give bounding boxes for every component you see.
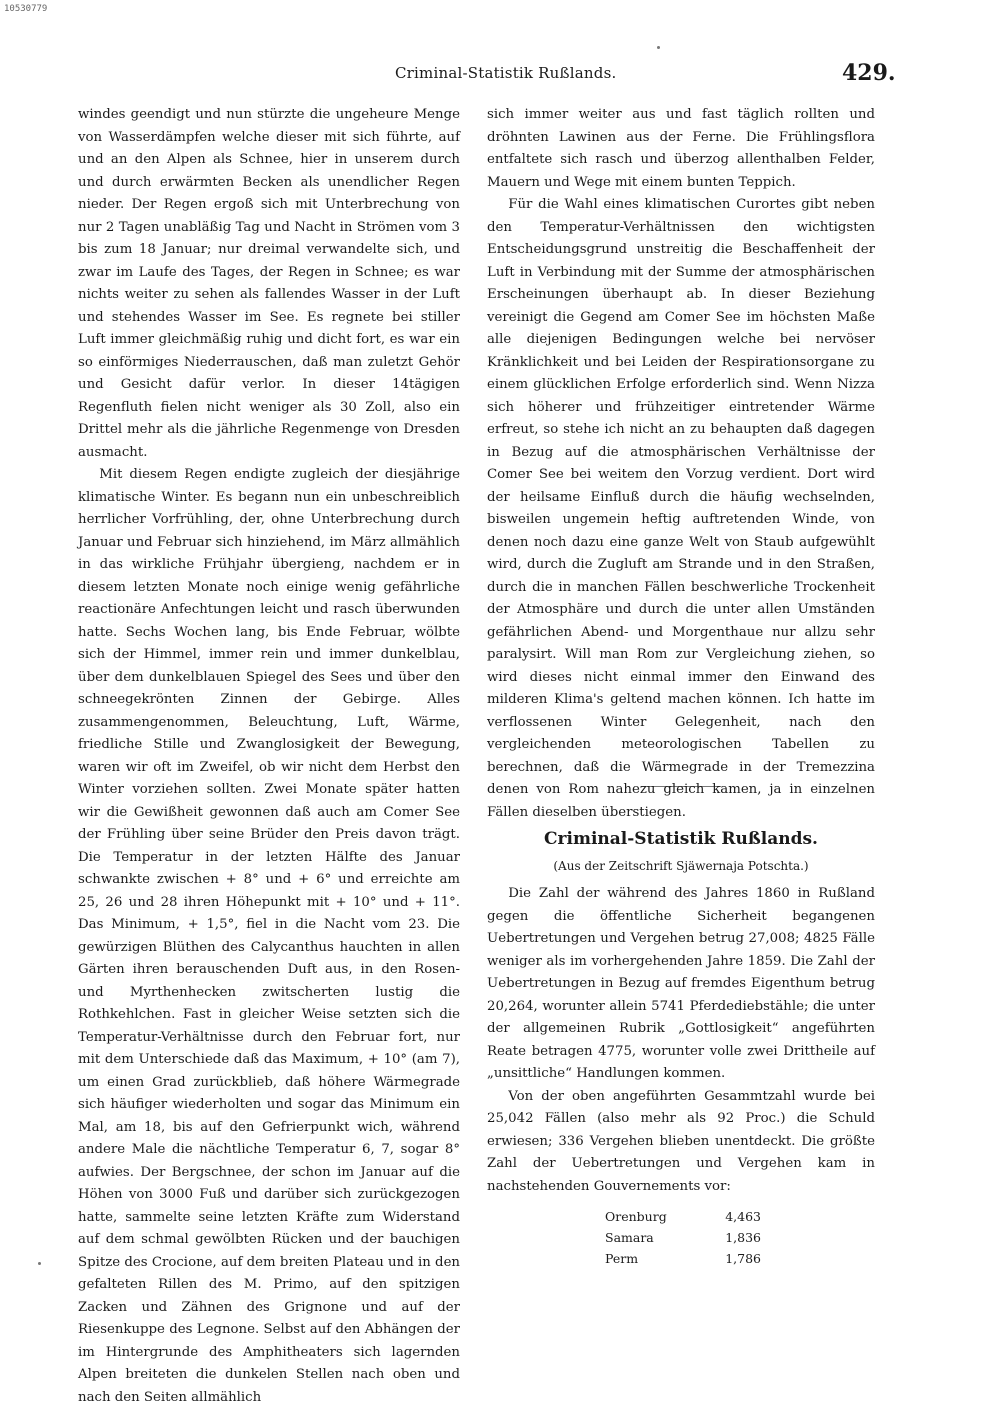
- section-title: Criminal-Statistik Rußlands.: [544, 829, 818, 849]
- province-name: Orenburg: [605, 1209, 667, 1224]
- province-name: Samara: [605, 1230, 654, 1245]
- left-paragraph-1: windes geendigt und nun stürzte die ungeheure Menge von Wasserdämpfen welche dieser mit sich führte, auf und an den Alpen als Schnee, hier in unserem durch und durch erwärmten Becken als unendlicher Regen nieder. Der Regen ergoß sich mit Unterbrechung von nur 2 Tagen unabläßig Tag und Nacht in Strömen vom 3 bis zum 18 Januar; nur dreimal verwandelte sich, und zwar im Laufe des Tages, der Regen in Schnee; es war nichts weiter zu sehen als fallendes Wasser in der Luft und stehendes Wasser im See. Es regnete bei stiller Luft immer gleichmäßig ruhig und dicht fort, es war ein so einförmiges Niederrauschen, daß man zuletzt Gehör und Gesicht dafür verlor. In dieser 14tägigen Regenfluth fielen nicht weniger als 30 Zoll, also ein Drittel mehr als die jährliche Regenmenge von Dresden ausmacht.: [78, 107, 460, 460]
- province-name: Perm: [605, 1251, 639, 1266]
- statistics-row: [605, 1206, 875, 1227]
- statistics-table: [605, 1206, 875, 1269]
- left-paragraph-2: Mit diesem Regen endigte zugleich der diesjährige klimatische Winter. Es begann nun ein unbeschreiblich herrlicher Vorfrühling, der, ohne Unterbrechung durch Januar und Februar sich hinziehend, im März allmählich in das wirkliche Frühjahr übergieng, nachdem er in diesem letzten Monate noch einige wenig gefährliche reactionäre Anfechtungen leicht und rasch überwunden hatte. Sechs Wochen lang, bis Ende Februar, wölbte sich der Himmel, immer rein und immer dunkelblau, über dem dunkelblauen Spiegel des Sees und über den schneegekrönten Zinnen der Gebirge. Alles zusammengenommen, Beleuchtung, Luft, Wärme, friedliche Stille und Zwanglosigkeit der Bewegung, waren wir oft im Zweifel, ob wir nicht dem Herbst den Winter vorziehen sollten. Zwei Monate später hatten wir die Gewißheit gewonnen daß auch am Comer See der Frühling über seine Brüder den Preis davon trägt. Die Temperatur in der letzten Hälfte des Januar schwankte zwischen + 8° und + 6° und erreichte am 25, 26 und 28 ihren Höhepunkt mit + 10° und + 11°. Das Minimum, + 1,5°, fiel in die Nacht vom 23. Die gewürzigen Blüthen des Calycanthus hauchten in allen Gärten ihren berauschenden Duft aus, in den Rosen- und Myrthenhecken zwitscherten lustig die Rothkehlchen. Fast in gleicher Weise setzten sich die Temperatur-Verhältnisse durch den Februar fort, nur mit dem Unterschiede daß das Maximum, + 10° (am 7), um einen Grad zurückblieb, daß höhere Wärmegrade sich häufiger wiederholten und sogar das Minimum ein Mal, am 18, bis auf den Gefrierpunkt wich, während andere Male die nächtliche Temperatur 6, 7, sogar 8° aufwies. Der Bergschnee, der schon im Januar auf die Höhen von 3000 Fuß und darüber sich zurückgezogen hatte, sammelte seine letzten Kräfte zum Widerstand auf dem schmal gewölbten Rücken und der bauchigen Spitze des Crocione, auf dem breiten Plateau und in den gefalteten Rillen des M. Primo, auf den spitzigen Zacken und Zähnen des Grignone und auf der Riesenkuppe des Legnone. Selbst auf den Abhängen der im Hintergrunde des Amphitheaters sich lagernden Alpen breiteten die dunkelen Stellen nach oben und nach den Seiten allmählich: [78, 467, 460, 1405]
- scan-id-label: 10530779: [4, 4, 48, 14]
- section-subtitle: (Aus der Zeitschrift Sjäwernaja Potschta.): [553, 859, 809, 873]
- right-paragraph-1: sich immer weiter aus und fast täglich rollten und dröhnten Lawinen aus der Ferne. Die Frühlingsflora entfaltete sich rasch und überzog allenthalben Felder, Mauern und Wege mit einem bunten Teppich.: [487, 107, 875, 190]
- section-paragraph-2: Von der oben angeführten Gesammtzahl wurde bei 25,042 Fällen (also mehr als 92 Proc.) die Schuld erwiesen; 336 Vergehen blieben unentdeckt. Die größte Zahl der Uebertretungen und Vergehen kam in nachstehenden Gouvernements vor:: [487, 1088, 875, 1194]
- offence-count: 1,836: [725, 1230, 761, 1245]
- paper-speck: [38, 1262, 41, 1265]
- paper-speck: [657, 46, 660, 49]
- section-paragraph-1: Die Zahl der während des Jahres 1860 in Rußland gegen die öffentliche Sicherheit begangenen Uebertretungen und Vergehen betrug 27,008; 4825 Fälle weniger als im vorhergehenden Jahre 1859. Die Zahl der Uebertretungen in Bezug auf fremdes Eigenthum betrug 20,264, worunter allein 5741 Pferdediebstähle; die unter der allgemeinen Rubrik „Gottlosigkeit“ angeführten Reate betragen 4775, worunter volle zwei Drittheile auf „unsittliche“ Handlungen kommen.: [487, 886, 875, 1081]
- running-head: Criminal-Statistik Rußlands.: [395, 64, 617, 82]
- right-paragraph-2: Für die Wahl eines klimatischen Curortes gibt neben den Temperatur-Verhältnissen den wichtigsten Entscheidungsgrund unstreitig die Beschaffenheit der Luft in Verbindung mit der Summe der atmosphärischen Erscheinungen überhaupt ab. In dieser Beziehung vereinigt die Gegend am Comer See im höchsten Maße alle diejenigen Bedingungen welche bei nervöser Kränklichkeit und bei Leiden der Respirationsorgane zu einem glücklichen Erfolge erforderlich sind. Wenn Nizza sich höherer und frühzeitiger eintretender Wärme erfreut, so stehe ich nicht an zu behaupten daß dagegen in Bezug auf die atmosphärischen Verhältnisse der Comer See bei weitem den Vorzug verdient. Dort wird der heilsame Einfluß durch die häufig wechselnden, bisweilen ungemein heftig auftretenden Winde, von denen noch dazu eine ganze Welt von Staub aufgewühlt wird, durch die Zugluft am Strande und in den Straßen, durch die in manchen Fällen beschwerliche Trockenheit der Atmosphäre und durch die unter allen Umständen gefährlichen Abend- und Morgenthaue nur allzu sehr paralysirt. Will man Rom zur Vergleichung ziehen, so wird dieses nicht einmal immer den Einwand des milderen Klima's geltend machen können. Ich hatte im verflossenen Winter Gelegenheit, nach den vergleichenden meteorologischen Tabellen zu berechnen, daß die Wärmegrade in der Tremezzina denen von Rom nahezu gleich kamen, ja in einzelnen Fällen dieselben überstiegen.: [487, 197, 875, 820]
- right-column: [487, 104, 875, 1269]
- offence-count: 4,463: [725, 1209, 761, 1224]
- right-column-continuation: [487, 104, 875, 820]
- page-number: 429.: [842, 60, 896, 86]
- statistics-row: [605, 1227, 875, 1248]
- offence-count: 1,786: [725, 1251, 761, 1266]
- left-column: [78, 104, 460, 1409]
- statistics-row: [605, 1248, 875, 1269]
